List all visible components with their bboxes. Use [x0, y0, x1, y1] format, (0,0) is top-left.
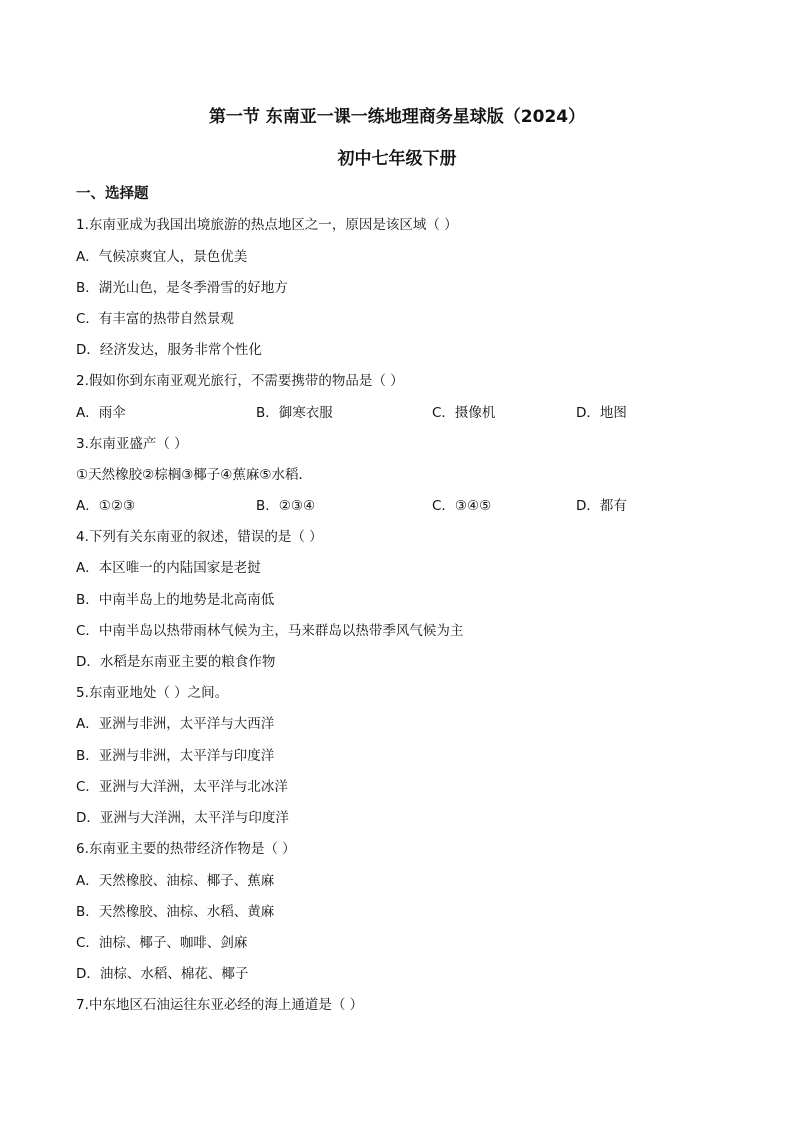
- question-3-option-d: D．都有: [576, 498, 627, 514]
- question-3-note: ①天然橡胶②棕榈③椰子④蕉麻⑤水稻．: [76, 467, 313, 483]
- question-3-option-c: C．③④⑤: [432, 498, 492, 514]
- question-6-stem: 6.东南亚主要的热带经济作物是（ ）: [76, 841, 296, 857]
- document-title: 第一节 东南亚一课一练地理商务星球版（2024）: [208, 107, 586, 127]
- question-2-options: [76, 403, 716, 423]
- question-3-option-b: B．②③④: [256, 498, 316, 514]
- question-7-stem: 7.中东地区石油运往东亚必经的海上通道是（ ）: [76, 997, 364, 1013]
- question-6-option-d: D．油棕、水稻、棉花、椰子: [76, 966, 249, 982]
- question-2-option-d: D．地图: [576, 405, 627, 421]
- question-1-stem: 1.东南亚成为我国出境旅游的热点地区之一，原因是该区域（ ）: [76, 217, 458, 233]
- document-subtitle: 初中七年级下册: [337, 149, 457, 169]
- question-2-option-b: B．御寒衣服: [256, 405, 333, 421]
- question-4-option-b: B．中南半岛上的地势是北高南低: [76, 592, 275, 608]
- question-6-option-b: B．天然橡胶、油棕、水稻、黄麻: [76, 904, 275, 920]
- question-3-stem: 3.东南亚盛产（ ）: [76, 436, 188, 452]
- question-5-option-b: B．亚洲与非洲，太平洋与印度洋: [76, 748, 275, 764]
- question-2-stem: 2.假如你到东南亚观光旅行，不需要携带的物品是（ ）: [76, 373, 404, 389]
- question-4-option-d: D．水稻是东南亚主要的粮食作物: [76, 654, 276, 670]
- question-5-option-a: A．亚洲与非洲，太平洋与大西洋: [76, 716, 275, 732]
- question-1-option-b: B．湖光山色，是冬季滑雪的好地方: [76, 280, 288, 296]
- question-3-options: [76, 496, 716, 516]
- question-3-option-a: A．①②③: [76, 498, 136, 514]
- question-1-option-d: D．经济发达，服务非常个性化: [76, 342, 262, 358]
- question-6-option-c: C．油棕、椰子、咖啡、剑麻: [76, 935, 248, 951]
- question-1-option-c: C．有丰富的热带自然景观: [76, 311, 234, 327]
- question-4-option-c: C．中南半岛以热带雨林气候为主，马来群岛以热带季风气候为主: [76, 623, 464, 639]
- section-heading: 一、选择题: [76, 186, 149, 202]
- question-4-stem: 4.下列有关东南亚的叙述，错误的是（ ）: [76, 529, 323, 545]
- question-1-option-a: A．气候凉爽宜人，景色优美: [76, 249, 248, 265]
- question-5-option-c: C．亚洲与大洋洲，太平洋与北冰洋: [76, 779, 288, 795]
- question-4-option-a: A．本区唯一的内陆国家是老挝: [76, 560, 261, 576]
- question-5-stem: 5.东南亚地处（ ）之间。: [76, 685, 229, 701]
- question-5-option-d: D．亚洲与大洋洲，太平洋与印度洋: [76, 810, 289, 826]
- question-2-option-c: C．摄像机: [432, 405, 496, 421]
- question-6-option-a: A．天然橡胶、油棕、椰子、蕉麻: [76, 873, 275, 889]
- question-2-option-a: A．雨伞: [76, 405, 126, 421]
